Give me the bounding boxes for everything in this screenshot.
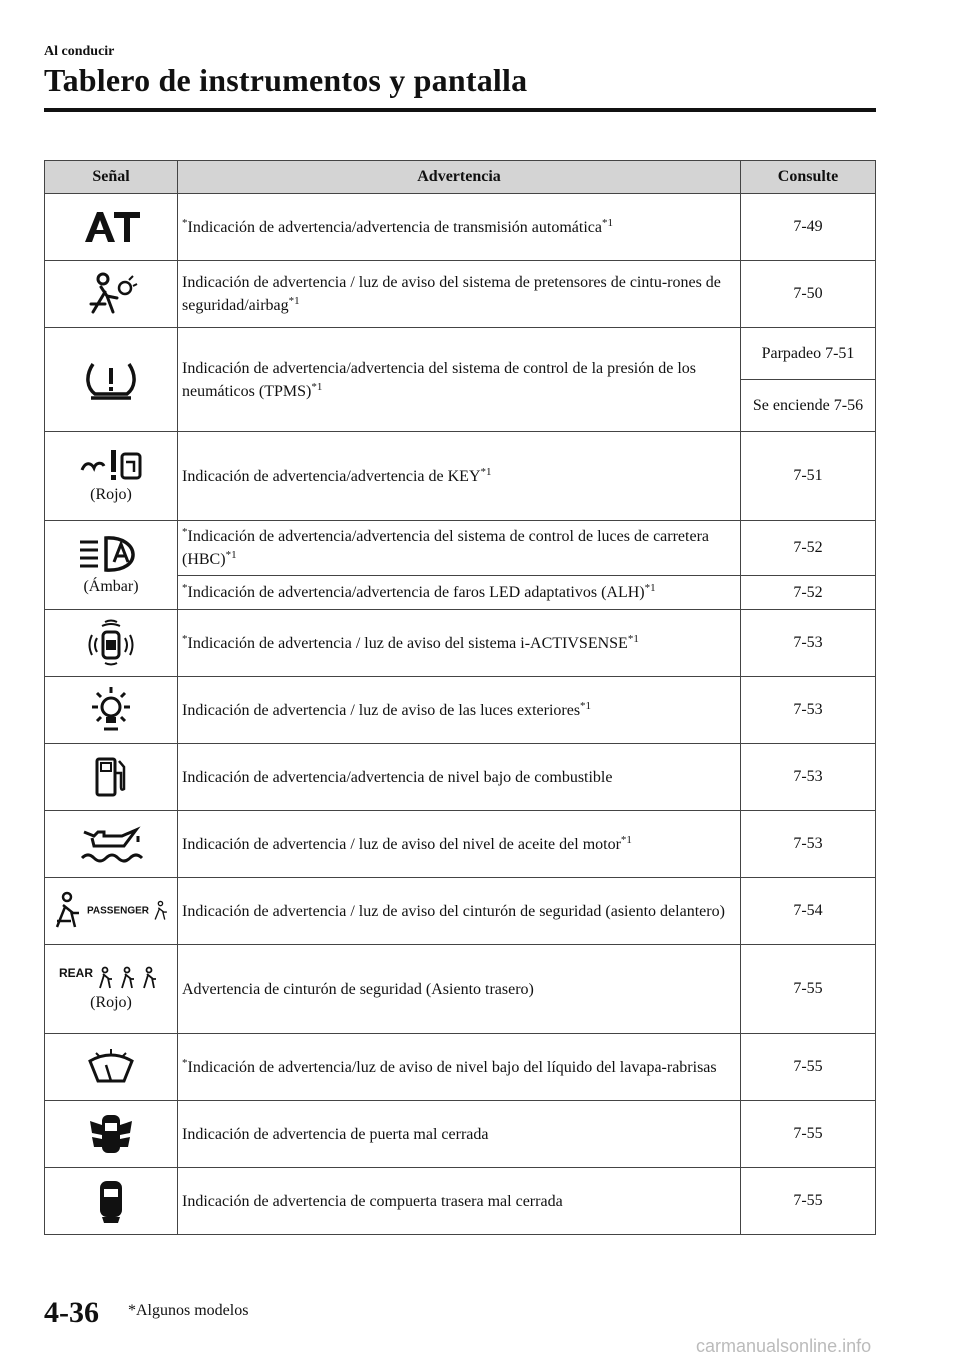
warning-text: Indicación de advertencia/advertencia de nivel bajo de combustible [182, 768, 613, 786]
table-row [45, 878, 876, 945]
page-ref: 7-54 [741, 878, 876, 945]
col-warning: Advertencia [178, 161, 741, 194]
footnote-ref: *1 [601, 216, 613, 229]
page-ref-lit: Se enciende 7-56 [741, 380, 876, 432]
footnote: *Algunos modelos [128, 1302, 249, 1319]
liftgate-open-icon [96, 1177, 126, 1225]
footnote-ref: *1 [644, 582, 656, 594]
rear-label: REAR [58, 966, 93, 980]
warning-text: Indicación de advertencia/advertencia del sistema de control de la presión de los neumáticos (TPMS) [182, 359, 697, 400]
page-ref: 7-49 [741, 194, 876, 261]
headlight-auto-icon [76, 534, 146, 574]
page-ref: 7-55 [741, 945, 876, 1034]
footnote-ref: *1 [225, 549, 237, 561]
table-row [45, 432, 876, 521]
color-note: (Rojo) [90, 994, 132, 1011]
table-row [45, 328, 876, 380]
page-ref-blink: Parpadeo 7-51 [741, 328, 876, 380]
seatbelt-front-icon [53, 891, 83, 931]
page-ref: 7-52 [741, 576, 876, 610]
page-title: Tablero de instrumentos y pantalla [44, 62, 528, 98]
asterisk: * [182, 632, 188, 645]
table-row [45, 610, 876, 677]
table-row [45, 945, 876, 1034]
page-ref: 7-51 [741, 432, 876, 521]
table-row [45, 677, 876, 744]
page-ref: 7-55 [741, 1168, 876, 1235]
warning-table [44, 160, 876, 1235]
door-open-icon [86, 1111, 136, 1157]
warning-text: Indicación de advertencia / luz de aviso del sistema i-ACTIVSENSE [187, 634, 628, 652]
page-ref: 7-50 [741, 261, 876, 328]
col-signal: Señal [45, 161, 178, 194]
asterisk: * [182, 216, 188, 229]
page-ref: 7-53 [741, 744, 876, 811]
page-number: 4-36 [44, 1296, 99, 1329]
page-ref: 7-53 [741, 677, 876, 744]
warning-text: Indicación de advertencia/luz de aviso de nivel bajo del líquido del lavapa-rabrisas [187, 1058, 717, 1076]
asterisk: * [182, 582, 188, 594]
fuel-icon [93, 755, 129, 799]
page-ref: 7-55 [741, 1101, 876, 1168]
footnote-ref: *1 [627, 632, 639, 645]
table-row [45, 811, 876, 878]
table-row [45, 1034, 876, 1101]
page-ref: 7-53 [741, 811, 876, 878]
warning-text: Indicación de advertencia / luz de aviso de las luces exteriores [182, 701, 581, 719]
warning-text: Indicación de advertencia de puerta mal cerrada [182, 1125, 489, 1143]
warning-text: Indicación de advertencia / luz de aviso del nivel de aceite del motor [182, 835, 621, 853]
footnote-ref: *1 [288, 295, 300, 307]
section-label: Al conducir [44, 44, 115, 59]
table-row [45, 744, 876, 811]
warning-text: Advertencia de cinturón de seguridad (Asiento trasero) [182, 980, 534, 998]
tpms-icon [83, 358, 139, 402]
warning-text: Indicación de advertencia de compuerta trasera mal cerrada [182, 1192, 563, 1210]
table-row [45, 194, 876, 261]
col-ref: Consulte [741, 161, 876, 194]
color-note: (Rojo) [90, 486, 132, 503]
table-row [45, 521, 876, 576]
at-transmission-icon [81, 210, 141, 244]
asterisk: * [182, 526, 188, 538]
asterisk: * [182, 1056, 188, 1069]
footnote-ref: *1 [311, 380, 323, 393]
title-rule [44, 108, 876, 112]
warning-text: Indicación de advertencia / luz de aviso del cinturón de seguridad (asiento delantero) [182, 902, 725, 920]
watermark: carmanualsonline.info [696, 1336, 872, 1356]
warning-text: Indicación de advertencia/advertencia de faros LED adaptativos (ALH) [187, 584, 645, 601]
table-row [45, 261, 876, 328]
oil-level-icon [78, 824, 144, 864]
passenger-label: PASSENGER [86, 905, 150, 917]
table-header-row [45, 161, 876, 194]
footnote-ref: *1 [580, 699, 592, 712]
footnote-ref: *1 [620, 833, 632, 846]
table-row [45, 1101, 876, 1168]
page-ref: 7-55 [741, 1034, 876, 1101]
table-row [45, 1168, 876, 1235]
washer-fluid-icon [86, 1047, 136, 1087]
footnote-ref: *1 [480, 465, 492, 478]
warning-text: Indicación de advertencia/advertencia de KEY [182, 467, 481, 485]
color-note: (Ámbar) [83, 578, 139, 595]
warning-text: Indicación de advertencia/advertencia de transmisión automática [187, 218, 602, 236]
warning-text: Indicación de advertencia / luz de aviso del sistema de pretensores de cintu-rones de seguridad/airbag [182, 274, 721, 314]
airbag-icon [83, 272, 139, 316]
i-activsense-icon [87, 618, 135, 668]
page-ref: 7-52 [741, 521, 876, 576]
page-ref: 7-53 [741, 610, 876, 677]
key-warning-icon [78, 448, 144, 482]
seatbelt-rear-icon [97, 966, 163, 990]
warning-text: Indicación de advertencia/advertencia del sistema de control de luces de carretera (HBC) [182, 528, 709, 568]
exterior-light-icon [86, 685, 136, 735]
seatbelt-passenger-icon [153, 900, 169, 922]
